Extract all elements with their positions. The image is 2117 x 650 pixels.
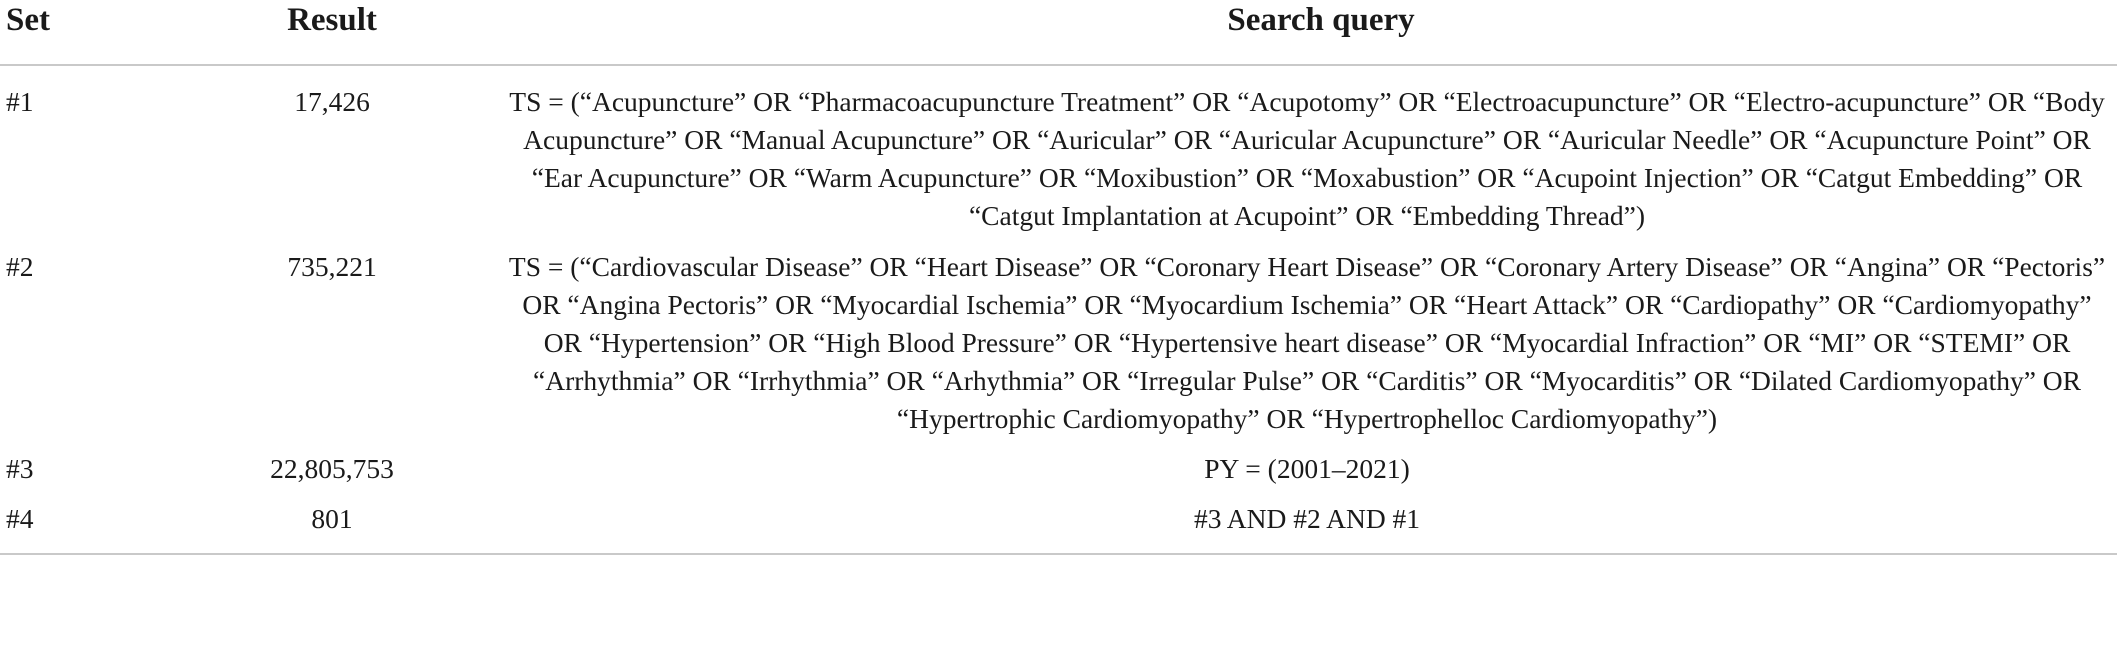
query-cell: #3 AND #2 AND #1 [495, 500, 2117, 554]
header-result: Result [175, 0, 495, 65]
set-cell: #2 [6, 251, 34, 282]
header-set: Set [0, 0, 175, 65]
table-row [0, 450, 2117, 500]
result-cell: 801 [175, 500, 495, 554]
header-row [0, 0, 2117, 65]
query-cell: TS = (“Cardiovascular Disease” OR “Heart Disease” OR “Coronary Heart Disease” OR “Coronary Artery Disease” OR “Angina” OR “Pectoris” OR “Angina Pectoris” OR “Myocardial Ischemia” OR “Myocardium Ischemia” OR “Heart Attack” OR “Cardiopathy” OR “Cardiomyopathy” OR “Hypertension” OR “High Blood Pressure” OR “Hypertensive heart disease” OR “Myocardial Infraction” OR “MI” OR “STEMI” OR “Arrhythmia” OR “Irrhythmia” OR “Arhythmia” OR “Irregular Pulse” OR “Carditis” OR “Myocarditis” OR “Dilated Cardiomyopathy” OR “Hypertrophic Cardiomyopathy” OR “Hypertrophelloc Cardiomyopathy”) [508, 251, 2106, 434]
table-header [0, 0, 2117, 65]
header-search-query: Search query [495, 0, 2117, 65]
set-cell: #4 [0, 500, 175, 554]
table-body [0, 65, 2117, 554]
set-cell: #1 [6, 86, 34, 117]
set-cell: #3 [6, 453, 34, 484]
result-cell: 735,221 [287, 251, 377, 282]
table-row [0, 500, 2117, 554]
query-cell: PY = (2001–2021) [1204, 453, 1410, 484]
table-row [0, 248, 2117, 450]
result-cell: 17,426 [294, 86, 370, 117]
query-cell: TS = (“Acupuncture” OR “Pharmacoacupuncture Treatment” OR “Acupotomy” OR “Electroacupuncture” OR “Electro-acupuncture” OR “Body Acupuncture” OR “Manual Acupuncture” OR “Auricular” OR “Auricular Acupuncture” OR “Auricular Needle” OR “Acupuncture Point” OR “Ear Acupuncture” OR “Warm Acupuncture” OR “Moxibustion” OR “Moxabustion” OR “Acupoint Injection” OR “Catgut Embedding” OR “Catgut Implantation at Acupoint” OR “Embedding Thread”) [509, 86, 2105, 231]
result-cell: 22,805,753 [270, 453, 394, 484]
table-row [0, 65, 2117, 248]
